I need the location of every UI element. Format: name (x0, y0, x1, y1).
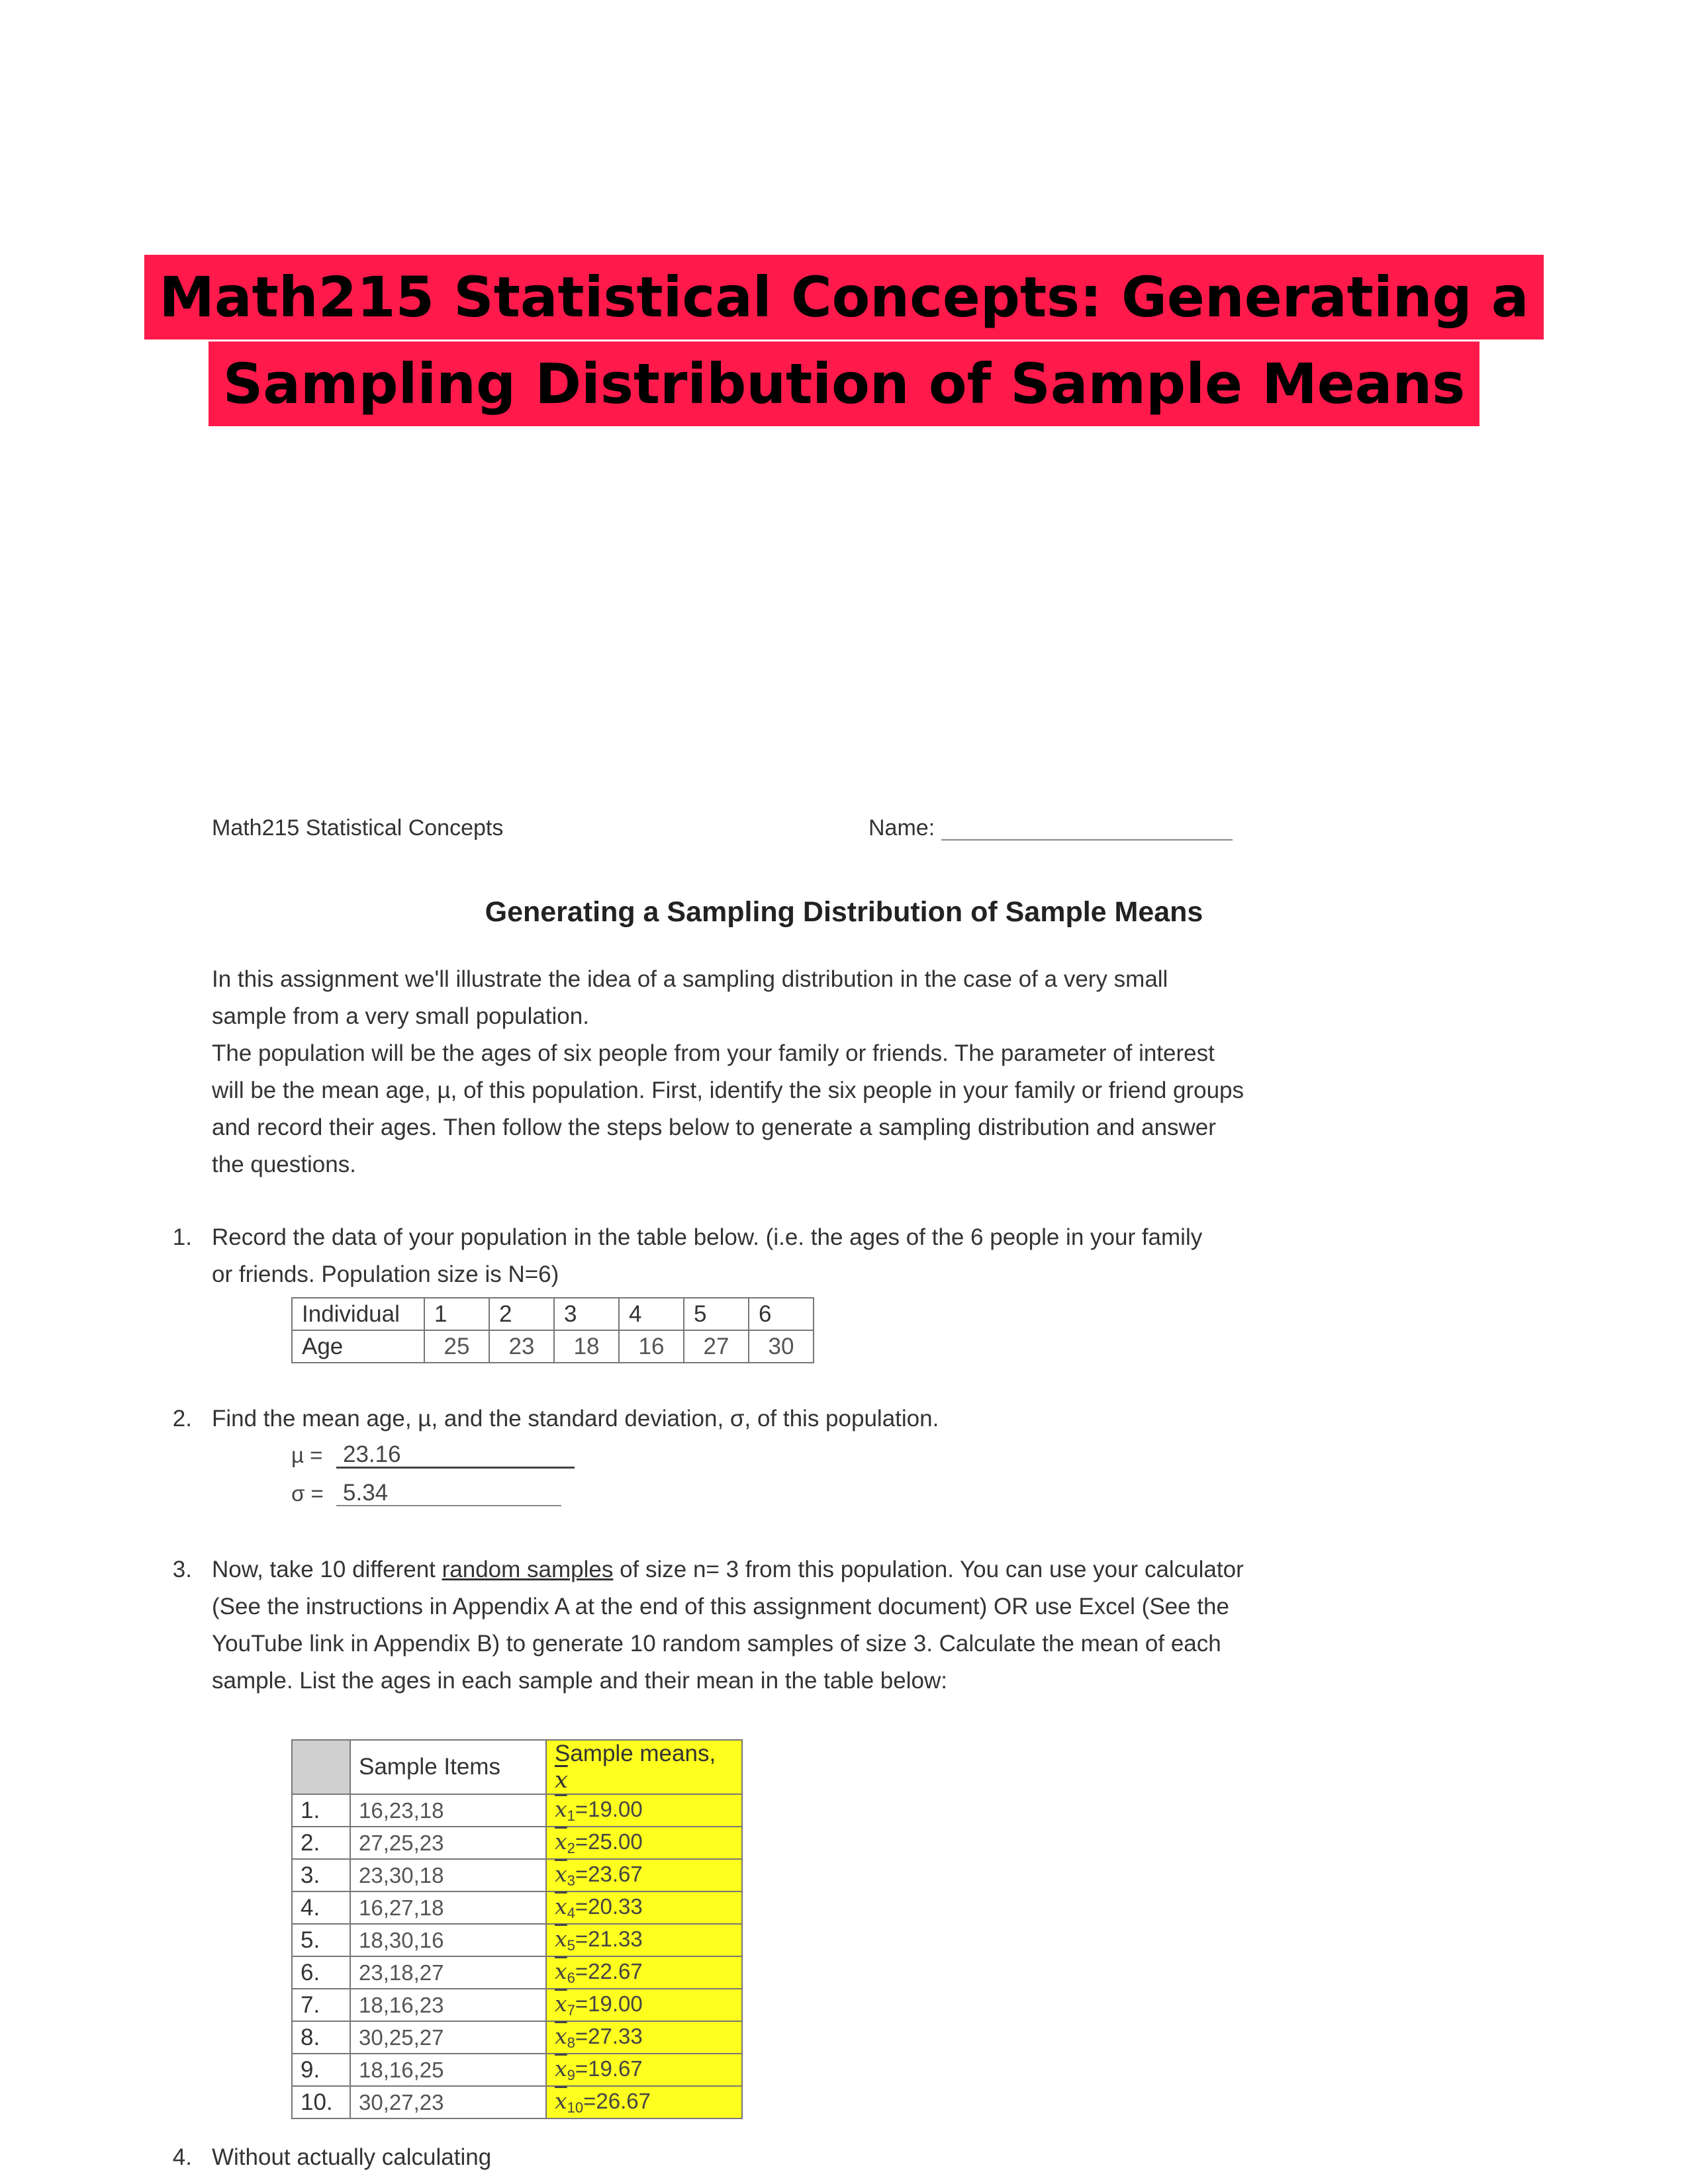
sample-mean-cell: $\overline{x}_3=23.67$ (546, 1859, 742, 1891)
sample-mean-cell: $\overline{x}_8=27.33$ (546, 2021, 742, 2054)
sample-items-cell: 16,23,18 (350, 1794, 546, 1827)
banner-title-line2: Sampling Distribution of Sample Means (0, 341, 1688, 426)
row-index: 1. (292, 1794, 350, 1827)
individual-cell: 3 (554, 1298, 619, 1330)
sigma-value: 5.34 (343, 1480, 389, 1506)
sample-items-cell: 18,16,23 (350, 1989, 546, 2021)
header-sample-items: Sample Items (350, 1740, 546, 1794)
name-label: Name: (868, 815, 935, 841)
age-cell: 30 (749, 1330, 814, 1363)
table-row (292, 1330, 814, 1363)
row-index: 8. (292, 2021, 350, 2054)
sample-mean-cell: $\overline{x}_5=21.33$ (546, 1924, 742, 1956)
sample-items-cell: 18,30,16 (350, 1924, 546, 1956)
question-3-text: Now, take 10 different random samples of size n= 3 from this population. You can use your calculator (See the instructions in Appendix A at the end of this assignment document) OR use Excel (See the YouTube link in Appendix B) to generate 10 random samples of size 3. Calculate the mean of each sample. List the ages in each sample and their mean in the table below: (212, 1557, 1244, 1694)
table-row (292, 2054, 742, 2086)
individual-cell: 4 (619, 1298, 684, 1330)
question-4-number: 4. (172, 2144, 192, 2170)
population-table (291, 1297, 814, 1363)
individual-cell: 1 (424, 1298, 489, 1330)
mu-value: 23.16 (343, 1441, 401, 1467)
row-index: 2. (292, 1827, 350, 1859)
age-cell: 27 (684, 1330, 749, 1363)
random-samples-link[interactable]: random samples (442, 1557, 614, 1582)
table-row (292, 2086, 742, 2118)
header-sample-means: Sample means, $\overline{x}$ (546, 1740, 742, 1794)
row-index: 9. (292, 2054, 350, 2086)
age-cell: 16 (619, 1330, 684, 1363)
row-index: 10. (292, 2086, 350, 2118)
corner-cell (292, 1740, 350, 1794)
mu-label: µ = (291, 1443, 323, 1467)
banner-title-line1: Math215 Statistical Concepts: Generating a (0, 255, 1688, 340)
sample-mean-cell: $\overline{x}_9=19.67$ (546, 2054, 742, 2086)
sample-mean-cell: $\overline{x}_7=19.00$ (546, 1989, 742, 2021)
individual-cell: 6 (749, 1298, 814, 1330)
sample-items-cell: 23,30,18 (350, 1859, 546, 1891)
question-2-number: 2. (172, 1406, 192, 1432)
table-row (292, 1989, 742, 2021)
individual-cell: 5 (684, 1298, 749, 1330)
sample-items-cell: 18,16,25 (350, 2054, 546, 2086)
name-blank-line (941, 839, 1233, 841)
intro-paragraph-2: The population will be the ages of six people from your family or friends. The parameter of interest will be the mean age, µ, of this population. First, identify the six people in your family or friend groups and record their ages. Then follow the steps below to generate a sampling distribution and answer the questions. (212, 1040, 1244, 1177)
mu-answer-line (336, 1467, 575, 1469)
table-header-row (292, 1740, 742, 1794)
row-index: 7. (292, 1989, 350, 2021)
table-row (292, 1924, 742, 1956)
document-title: Generating a Sampling Distribution of Sample Means (485, 896, 1203, 928)
row-index: 3. (292, 1859, 350, 1891)
age-label: Age (292, 1330, 424, 1363)
sample-items-cell: 23,18,27 (350, 1956, 546, 1989)
sample-mean-cell: $\overline{x}_1=19.00$ (546, 1794, 742, 1827)
sample-items-cell: 27,25,23 (350, 1827, 546, 1859)
sample-mean-cell: $\overline{x}_{10}=26.67$ (546, 2086, 742, 2118)
sample-items-cell: 30,25,27 (350, 2021, 546, 2054)
sigma-answer-line (336, 1505, 561, 1506)
row-index: 5. (292, 1924, 350, 1956)
question-1-text: Record the data of your population in the table below. (i.e. the ages of the 6 people in your family or friends. Population size is N=6) (212, 1224, 1203, 1287)
sample-items-cell: 30,27,23 (350, 2086, 546, 2118)
table-row (292, 1956, 742, 1989)
individual-label: Individual (292, 1298, 424, 1330)
age-cell: 25 (424, 1330, 489, 1363)
sample-mean-cell: $\overline{x}_2=25.00$ (546, 1827, 742, 1859)
row-index: 6. (292, 1956, 350, 1989)
age-cell: 23 (489, 1330, 554, 1363)
question-2-text: Find the mean age, µ, and the standard deviation, σ, of this population. (212, 1406, 939, 1432)
question-3-number: 3. (172, 1557, 192, 1582)
sample-mean-cell: $\overline{x}_4=20.33$ (546, 1891, 742, 1924)
table-row (292, 2021, 742, 2054)
question-4-text: Without actually calculating (212, 2144, 492, 2170)
individual-cell: 2 (489, 1298, 554, 1330)
sample-items-cell: 16,27,18 (350, 1891, 546, 1924)
table-row (292, 1794, 742, 1827)
table-row (292, 1859, 742, 1891)
sample-mean-cell: $\overline{x}_6=22.67$ (546, 1956, 742, 1989)
table-row (292, 1827, 742, 1859)
sample-means-table (291, 1739, 743, 2119)
question-1-number: 1. (172, 1224, 192, 1250)
table-row (292, 1891, 742, 1924)
table-row (292, 1298, 814, 1330)
course-header: Math215 Statistical Concepts (212, 815, 504, 841)
row-index: 4. (292, 1891, 350, 1924)
intro-paragraph-1: In this assignment we'll illustrate the idea of a sampling distribution in the case of a very small sample from a very small population. (212, 966, 1168, 1029)
sigma-label: σ = (291, 1481, 324, 1506)
age-cell: 18 (554, 1330, 619, 1363)
